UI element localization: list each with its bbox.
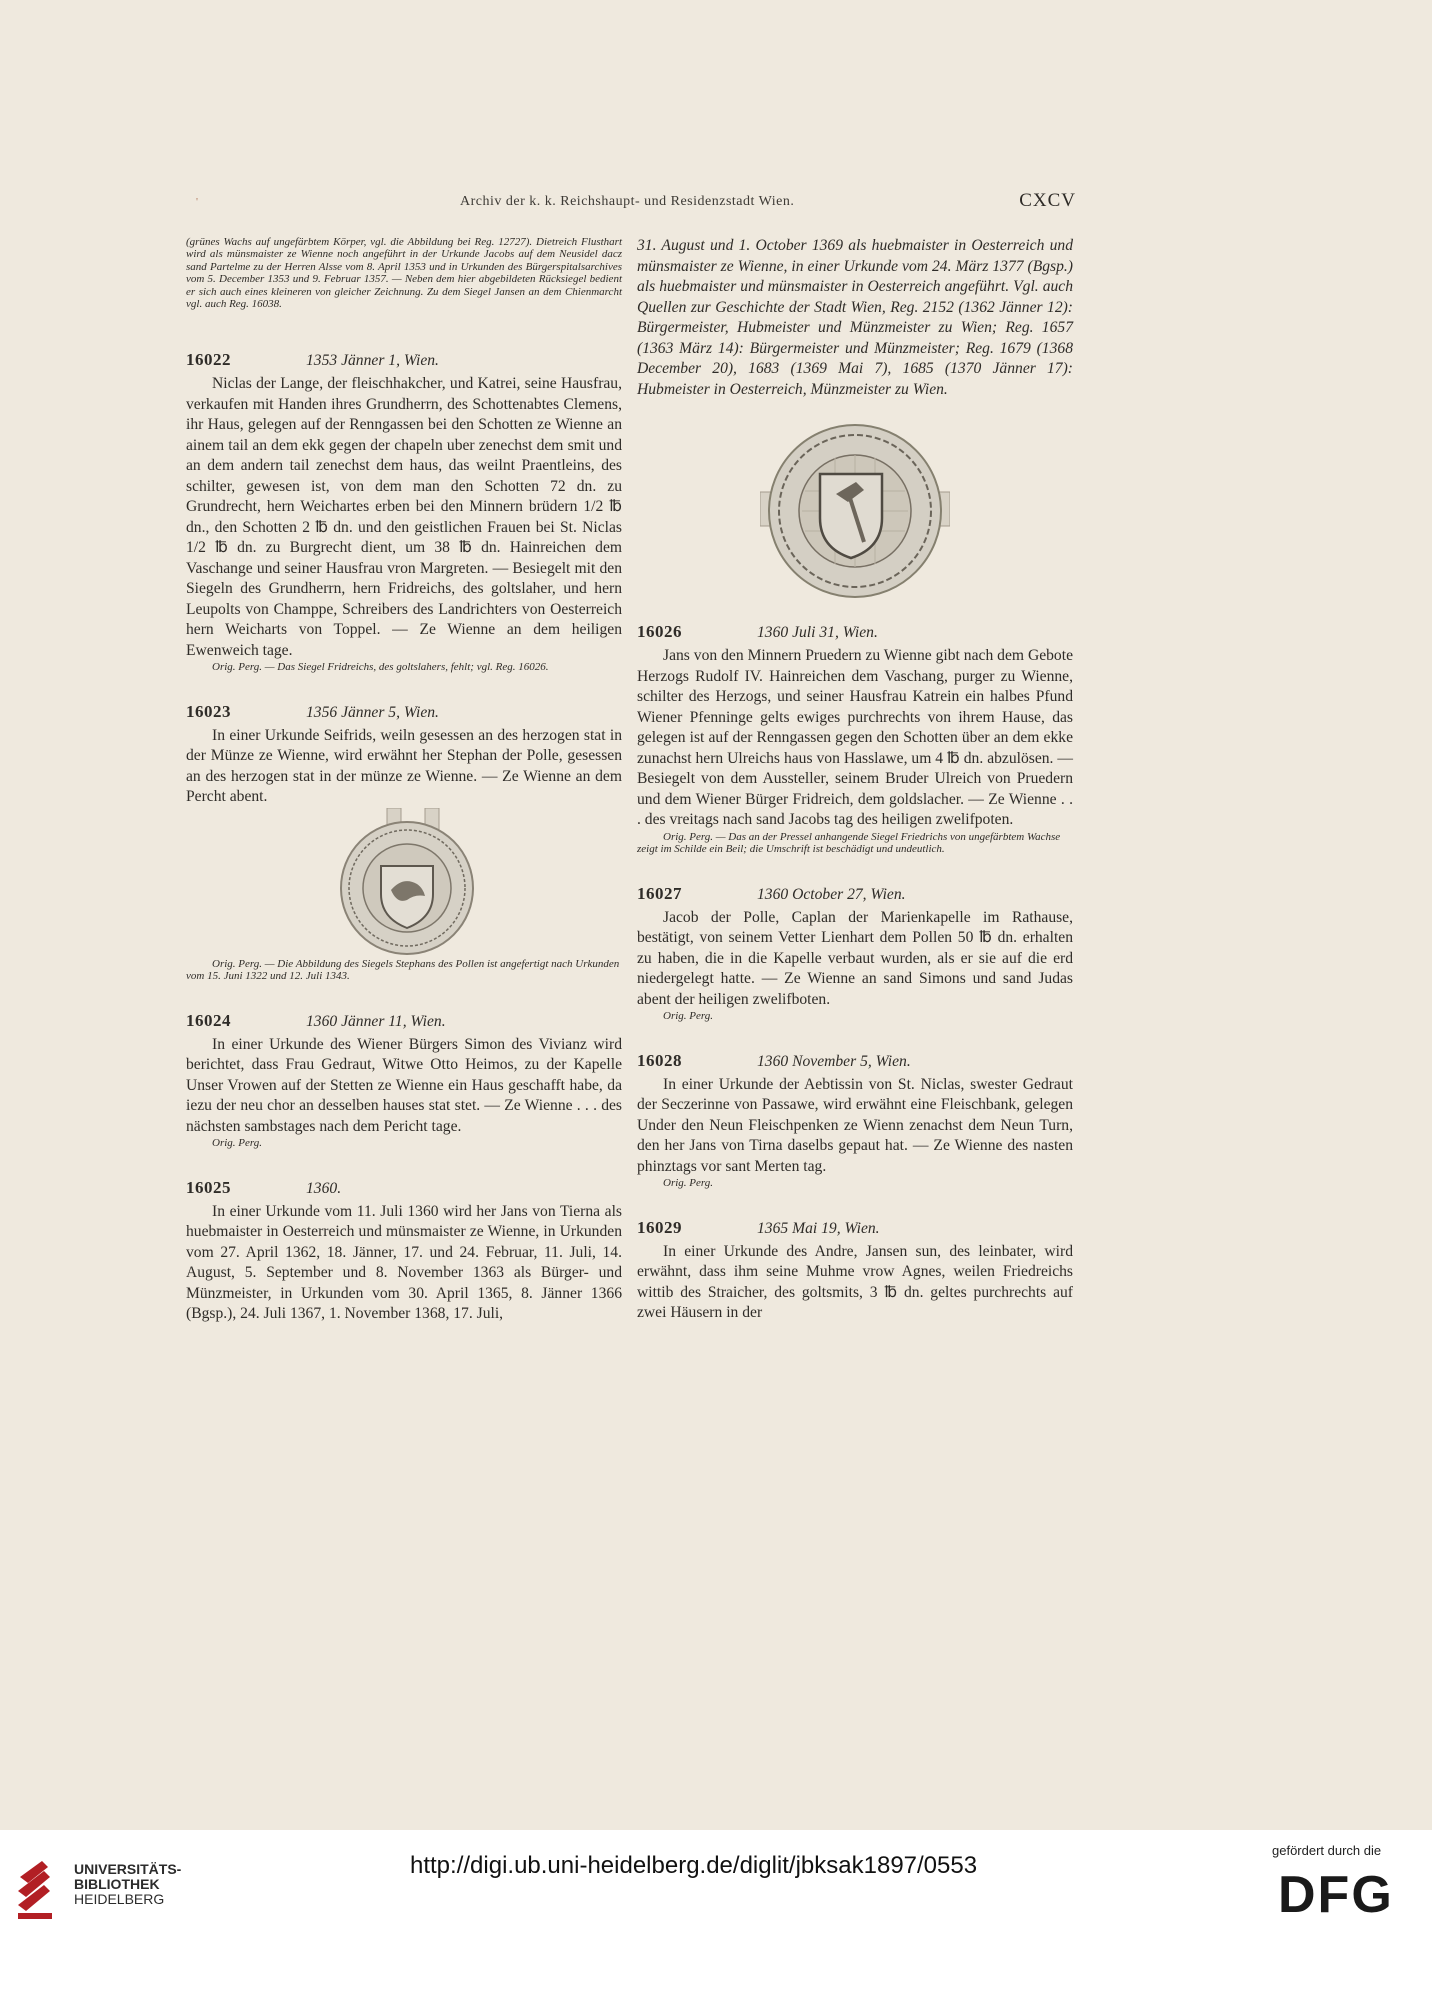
entry-date: 1360 Juli 31, Wien. <box>757 624 878 641</box>
dfg-logo[interactable] <box>1274 1866 1414 1918</box>
entry-number: 16026 <box>637 622 682 641</box>
right-column <box>637 236 1073 1324</box>
entry-number: 16027 <box>637 883 682 903</box>
entry-date: 1353 Jänner 1, Wien. <box>306 352 439 370</box>
entry-note: Orig. Perg. — Die Abbildung des Siegels Stephans des Pollen ist angefertigt nach Urkunden vom 15. Juni 1322 und 12. Juli 1343. <box>186 957 620 983</box>
entry-header <box>186 702 622 722</box>
entry-header <box>637 622 1073 642</box>
entry-header <box>637 1051 1073 1071</box>
university-library-logo-icon <box>14 1857 64 1929</box>
entry-note: Orig. Perg. <box>663 1177 714 1189</box>
entry-number: 16025 <box>186 1177 231 1197</box>
entry-date: 1356 Jänner 5, Wien. <box>306 703 439 721</box>
university-library-name[interactable] <box>74 1862 181 1907</box>
library-line: HEIDELBERG <box>74 1891 165 1907</box>
entry-text: In einer Urkunde Seifrids, weiln gesessen an des herzogen stat in der Münze ze Wienne, wird erwähnt her Stephan der Polle, gesessen an des herzogen stat in der münze ze Wienne. — Ze Wienne an dem Percht abent. <box>186 726 622 806</box>
running-title: Archiv der k. k. Reichshaupt- und Residenzstadt Wien. <box>460 194 795 209</box>
entry-note: Orig. Perg. — Das an der Pressel anhangende Siegel Friedrichs von ungefärbtem Wachse zeigt im Schilde ein Beil; die Umschrift ist beschädigt und undeutlich. <box>637 830 1061 855</box>
library-line: BIBLIOTHEK <box>74 1876 160 1892</box>
entry-number: 16024 <box>186 1010 231 1030</box>
entry-note: Orig. Perg. <box>212 1137 263 1150</box>
entry-date: 1360 October 27, Wien. <box>757 885 906 903</box>
entry-header <box>637 1218 1073 1238</box>
entry-date: 1360 Jänner 11, Wien. <box>306 1012 446 1030</box>
entry-text: In einer Urkunde der Aebtissin von St. Niclas, swester Gedraut der Seczerinne von Passawe, wird erwähnt eine Fleischbank, gelegen Under den Neun Fleischpenken ze Wienn zenachst dem Neun Turn, den her Jans von Tirna daselbs gepaut hat. — Ze Wienne des nasten phinztags vor sant Merten tag. <box>637 1075 1073 1175</box>
entry-text: In einer Urkunde des Andre, Jansen sun, des leinbater, wird erwähnt, dass ihm seine Muhme vrow Agnes, weilen Friedreichs wittib des Straicher, des goltsmits, 3 ℔ dn. geltes purchrechts auf zwei Häusern in der <box>637 1242 1073 1321</box>
entry-header <box>186 1178 622 1198</box>
continued-text: 31. August und 1. October 1369 als huebmaister in Oesterreich und münsmaister ze Wienne, in einer Urkunde vom 24. März 1377 (Bgsp.) als huebmaister und münsmaister in Oesterreich angeführt. Vgl. auch Quellen zur Geschichte der Stadt Wien, Reg. 2152 (1362 Jänner 12): Bürgermeister, Hubmeister und Münzmeister zu Wien; Reg. 1657 (1363 März 14): Bürgermeister und Münzmeister; Reg. 1679 (1368 December 20), 1683 (1369 Mai 7), 1685 (1370 Jänner 17): Hubmeister in Oesterreich, Münzmeister zu Wien. <box>637 237 1073 398</box>
entry-text: In einer Urkunde des Wiener Bürgers Simon des Vivianz wird berichtet, dass Frau Gedraut, Witwe Otto Heimos, zu der Kapelle Unser Vrowen auf der Stetten ze Wienne ein Haus geschafft habe, da iezu der neu chor an desselben hauses stat stet. — Ze Wienne . . . des nächsten sambstages nach dem Pericht tage. <box>186 1035 622 1135</box>
dfg-logo-text: DFG <box>1278 1866 1394 1918</box>
entry-text: Jans von den Minnern Pruedern zu Wienne gibt nach dem Gebote Herzogs Rudolf IV. Hainreichen dem Vaschang, purger zu Wienne, schilter des Herzogs, und seiner Hausfrau Katrein ein halbes Pfund Wiener Pfenninge gelts ewiges purchrechts von ihrem Hause, das gelegen ist auf der Renngassen gegen den Schotten über an dem ekke zunachst hern Ulreichs haus von Hasslawe, um 4 ℔ dn. abzulösen. — Besiegelt von dem Aussteller, seinem Bruder Ulreich von Pruedern und dem Wiener Bürger Fridreich, dem goldslacher. — Ze Wienne . . . des vreitags nach sand Jacobs tag des heiligen zwelifpoten. <box>637 647 1073 828</box>
seal-fridreich-goldslacher-image <box>760 418 950 604</box>
seal-stephan-pollen-image <box>329 808 479 958</box>
entry-note: Orig. Perg. — Das Siegel Fridreichs, des goltslahers, fehlt; vgl. Reg. 16026. <box>212 661 549 674</box>
entry-header <box>186 350 622 370</box>
entry-number: 16028 <box>637 1050 682 1070</box>
page-mark-icon: ' <box>196 196 198 208</box>
left-column <box>186 236 622 1325</box>
entry-date: 1365 Mai 19, Wien. <box>757 1219 880 1237</box>
funding-caption: gefördert durch die <box>1272 1843 1382 1858</box>
entry-number: 16029 <box>637 1217 682 1237</box>
entry-date: 1360 November 5, Wien. <box>757 1052 911 1070</box>
entry-header <box>637 884 1073 904</box>
entry-number: 16022 <box>186 350 231 370</box>
permalink-url[interactable]: http://digi.ub.uni-heidelberg.de/diglit/jbksak1897/0553 <box>410 1852 978 1879</box>
entry-text: Jacob der Polle, Caplan der Marienkapelle im Rathause, bestätigt, von seinem Vetter Lienhart dem Pollen 50 ℔ dn. erhalten zu haben, die in die Kapelle verbaut wurden, als er sie auf die erd niedergelegt hatte. — Ze Wienne an sand Simons und sand Judas abent der heiligen zwelifboten. <box>637 908 1073 1008</box>
entry-date: 1360. <box>306 1179 342 1197</box>
entry-note: Orig. Perg. <box>663 1010 714 1022</box>
entry-number: 16023 <box>186 701 231 721</box>
page-number: CXCV <box>1019 190 1076 211</box>
library-line: UNIVERSITÄTS- <box>74 1861 182 1877</box>
entry-text: In einer Urkunde vom 11. Juli 1360 wird her Jans von Tierna als huebmaister in Oesterreich und münsmaister ze Wienne, in Urkunden vom 27. April 1362, 18. Jänner, 17. und 24. Februar, 11. Juli, 14. August, 5. September und 8. November 1363 als Bürger- und Münzmeister, in Urkunden vom 30. April 1365, 8. Jänner 1366 (Bgsp.), 24. Juli 1367, 1. November 1368, 17. Juli, <box>186 1202 622 1323</box>
entry-text: Niclas der Lange, der fleischhakcher, und Katrei, seine Hausfrau, verkaufen mit Handen ihres Grundherrn, des Schottenabtes Clemens, ihr Haus, gelegen auf der Renngassen bei den Schotten ze Wienne an ainem tail an dem ekk gegen der chapeln uber zenechst dem smit und an dem andern tail zenechst dem haus, das weilnt Praentleins, des schilter, gewesen ist, von dem man den Schotten 72 dn. zu Grundrecht, hern Weichartes erben bei den Minnern brüdern 1/2 ℔ dn., den Schotten 2 ℔ dn. und den geistlichen Frauen bei St. Niclas 1/2 ℔ dn. zu Burgrecht dient, um 38 ℔ dn. Hainreichen dem Vaschange und seiner Hausfrau vron Margreten. — Besiegelt mit den Siegeln des Grundherrn, hern Fridreichs, des goltslaher, und hern Leupolts von Champpe, Schreibers des Landrichters von Oesterreich hern Weicharts von Toppel. — Ze Wienne an dem heiligen Ewenweich tage. <box>186 375 622 659</box>
continued-note: (grünes Wachs auf ungefärbtem Körper, vgl. die Abbildung bei Reg. 12727). Dietreich Flusthart wird als münsmaister ze Wienne noch angeführt in der Urkunde Jacobs auf dem Neusidel dacz sand Partelme zu der Herren Alsse vom 8. April 1353 und in Urkunden des Bürgerspitalsarchives vom 5. December 1353 und 9. Februar 1357. — Neben dem hier abgebildeten Rücksiegel bedient er sich auch eines kleineren von gleicher Zeichnung. Zu dem Siegel Jansen an dem Chienmarcht vgl. auch Reg. 16038. <box>186 236 622 311</box>
running-head <box>0 190 1432 218</box>
entry-header <box>186 1011 622 1031</box>
